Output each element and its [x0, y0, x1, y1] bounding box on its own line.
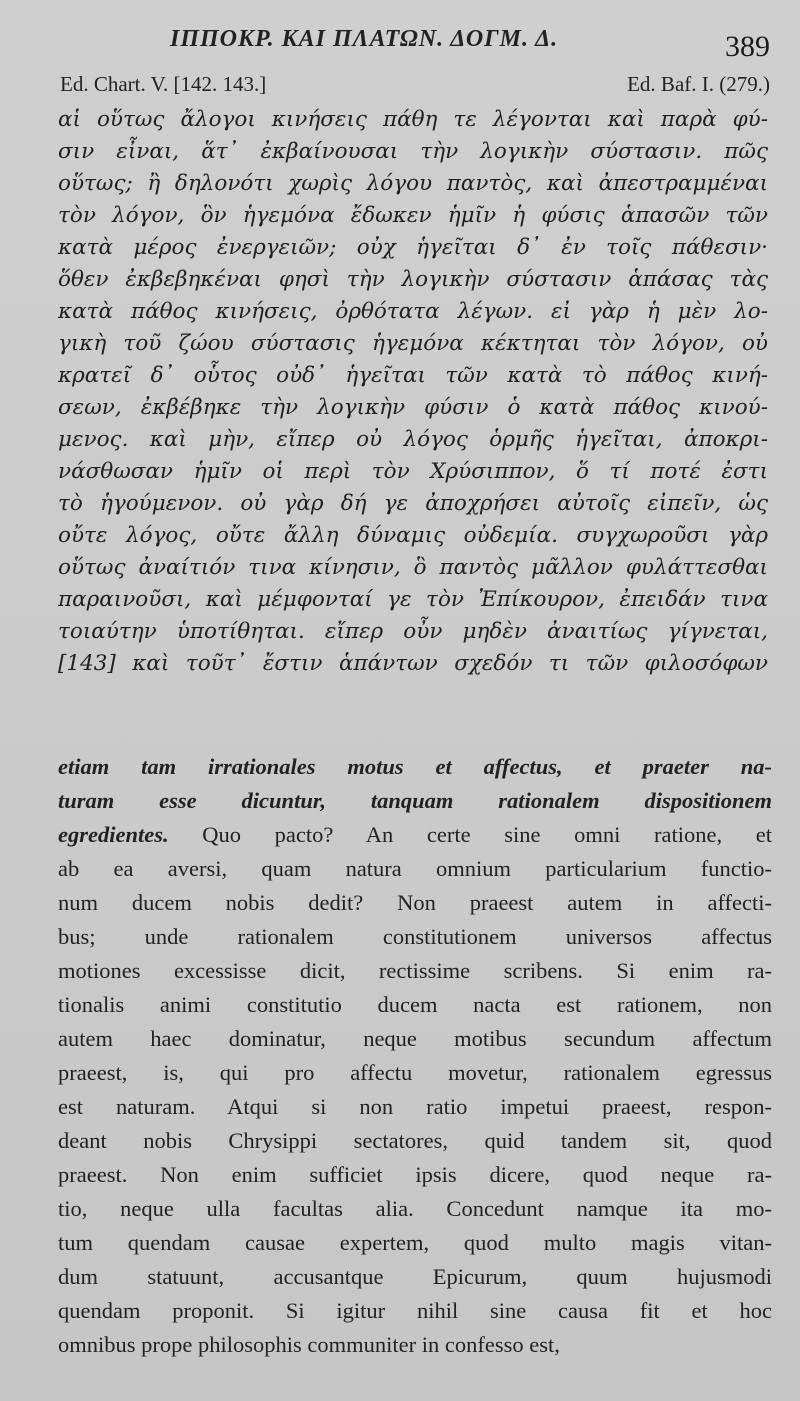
latin-line	[58, 784, 772, 818]
latin-italic-text: etiam tam irrationales motus et affectus, et praeter na-	[58, 754, 772, 779]
greek-line: σιν εἶναι, ἅτ᾽ ἐκβαίνουσαι τὴν λογικὴν σύστασιν. πῶς	[58, 139, 768, 164]
latin-line	[58, 1294, 772, 1328]
latin-line	[58, 954, 772, 988]
greek-line: αἱ οὕτως ἄλογοι κινήσεις πάθη τε λέγονται καὶ παρὰ φύ-	[58, 107, 768, 132]
latin-plain-text: dum statuunt, accusantque Epicurum, quum hujusmodi	[58, 1264, 772, 1289]
latin-italic-text: egredientes.	[58, 822, 169, 847]
greek-line: τὸν λόγον, ὃν ἡγεμόνα ἔδωκεν ἡμῖν ἡ φύσις ἁπασῶν τῶν	[58, 203, 768, 228]
latin-plain-text: tionalis animi constitutio ducem nacta est rationem, non	[58, 992, 772, 1017]
latin-plain-text: tio, neque ulla facultas alia. Concedunt namque ita mo-	[58, 1196, 772, 1221]
latin-line	[58, 1158, 772, 1192]
latin-plain-text: motiones excessisse dicit, rectissime scribens. Si enim ra-	[58, 958, 772, 983]
latin-plain-text: tum quendam causae expertem, quod multo magis vitan-	[58, 1230, 772, 1255]
greek-line: τὸ ἡγούμενον. οὐ γὰρ δή γε ἀποχρήσει αὐτοῖς εἰπεῖν, ὡς	[58, 491, 768, 516]
edition-reference-chartier: Ed. Chart. V. [142. 143.]	[60, 72, 267, 96]
latin-italic-text: turam esse dicuntur, tanquam rationalem dispositionem	[58, 788, 772, 813]
greek-line: κατὰ πάθος κινήσεις, ὀρθότατα λέγων. εἰ γὰρ ἡ μὲν λο-	[58, 299, 768, 324]
latin-plain-text: bus; unde rationalem constitutionem universos affectus	[58, 924, 772, 949]
latin-plain-text: deant nobis Chrysippi sectatores, quid tandem sit, quod	[58, 1128, 772, 1153]
greek-line: κρατεῖ δ᾽ οὗτος οὐδ᾽ ἡγεῖται τῶν κατὰ τὸ πάθος κινή-	[58, 363, 768, 388]
edition-reference-basel: Ed. Baf. I. (279.)	[627, 72, 770, 96]
greek-text-block	[58, 104, 768, 680]
latin-line	[58, 1124, 772, 1158]
greek-line: οὔτε λόγος, οὔτε ἄλλη δύναμις οὐδεμία. συγχωροῦσι γὰρ	[58, 523, 768, 548]
latin-translation-block	[58, 750, 772, 1362]
greek-line: οὕτως ἀναίτιόν τινα κίνησιν, ὃ παντὸς μᾶλλον φυλάττεσθαι	[58, 555, 768, 580]
latin-plain-text: autem haec dominatur, neque motibus secundum affectum	[58, 1026, 772, 1051]
greek-line: σεων, ἐκβέβηκε τὴν λογικὴν φύσιν ὁ κατὰ πάθος κινού-	[58, 395, 768, 420]
latin-plain-text: quendam proponit. Si igitur nihil sine causa fit et hoc	[58, 1298, 772, 1323]
latin-plain-text: praeest. Non enim sufficiet ipsis dicere, quod neque ra-	[58, 1162, 772, 1187]
edition-references	[60, 72, 770, 100]
latin-line	[58, 750, 772, 784]
page-number: 389	[725, 30, 770, 63]
latin-line	[58, 886, 772, 920]
latin-plain-text: Quo pacto? An certe sine omni ratione, et	[168, 822, 772, 847]
latin-line	[58, 852, 772, 886]
latin-plain-text: ab ea aversi, quam natura omnium particularium functio-	[58, 856, 772, 881]
latin-line	[58, 1192, 772, 1226]
greek-line: νάσθωσαν ἡμῖν οἱ περὶ τὸν Χρύσιππον, ὅ τί ποτέ ἐστι	[58, 459, 768, 484]
latin-plain-text: omnibus prope philosophis communiter in confesso est,	[58, 1332, 560, 1357]
greek-line: [143] καὶ τοῦτ᾽ ἔστιν ἁπάντων σχεδόν τι τῶν φιλοσόφων	[58, 651, 768, 676]
latin-line	[58, 1022, 772, 1056]
latin-line	[58, 1260, 772, 1294]
latin-plain-text: praeest, is, qui pro affectu movetur, rationalem egressus	[58, 1060, 772, 1085]
latin-line	[58, 988, 772, 1022]
latin-line	[58, 1226, 772, 1260]
latin-plain-text: num ducem nobis dedit? Non praeest autem in affecti-	[58, 890, 772, 915]
latin-line	[58, 1328, 772, 1362]
greek-line: μενος. καὶ μὴν, εἴπερ οὐ λόγος ὁρμῆς ἡγεῖται, ἀποκρι-	[58, 427, 768, 452]
latin-plain-text: est naturam. Atqui si non ratio impetui praeest, respon-	[58, 1094, 772, 1119]
greek-line: ὅθεν ἐκβεβηκέναι φησὶ τὴν λογικὴν σύστασιν ἁπάσας τὰς	[58, 267, 768, 292]
greek-line: οὕτως; ἢ δηλονότι χωρὶς λόγου παντὸς, καὶ ἀπεστραμμέναι	[58, 171, 768, 196]
latin-line	[58, 818, 772, 852]
greek-line: παραινοῦσι, καὶ μέμφονταί γε τὸν Ἐπίκουρον, ἐπειδάν τινα	[58, 587, 768, 612]
greek-line: κατὰ μέρος ἐνεργειῶν; οὐχ ἡγεῖται δ᾽ ἐν τοῖς πάθεσιν·	[58, 235, 768, 260]
latin-line	[58, 920, 772, 954]
latin-line	[58, 1090, 772, 1124]
greek-line: γικὴ τοῦ ζώου σύστασις ἡγεμόνα κέκτηται τὸν λόγον, οὐ	[58, 331, 768, 356]
latin-line	[58, 1056, 772, 1090]
greek-line: τοιαύτην ὑποτίθηται. εἴπερ οὖν μηδὲν ἀναιτίως γίγνεται,	[58, 619, 768, 644]
running-title: ΙΠΠΟΚΡ. ΚΑΙ ΠΛΑΤΩΝ. ΔΟΓΜ. Δ.	[170, 26, 559, 52]
